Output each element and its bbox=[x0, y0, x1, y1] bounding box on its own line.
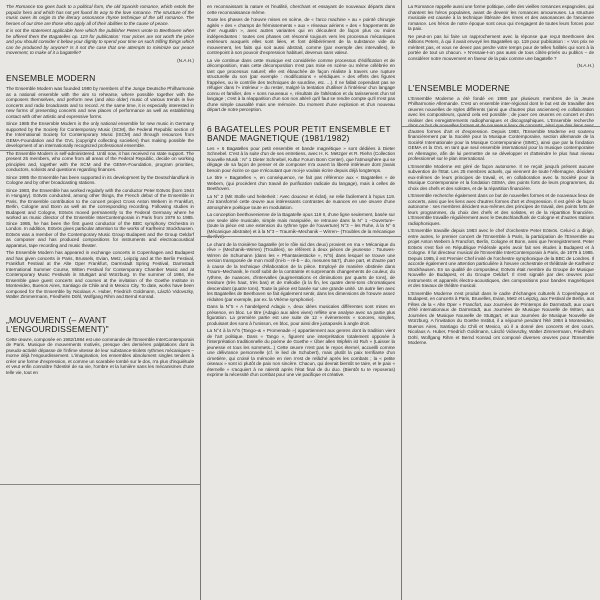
bagatelles-paragraph: La N°4 à la N°6 (Tango–& « Promenade ») appartiennent aux genres dont la tradition vient de l'art politique. Dans « Tango », figurent une interprétation totalement opposée à l'interprétation traditionnelle du poème de Goethe « Über allen Wipfeln ist Ruh » (Laisser la jeunesse et tous les sommets...) Cette œuvre n'est pas le repos éternel, accueilli comme une délivrance personnelle (cf. le lied de Schubert), mais plutôt la paix terrifiante d'un cimetière, qui croisé la mémoire en rien n'est de relâché après les combats ; la « petite oiseaux » sont ici plutôt de paix non sincère. Chacun, qui devrait bientôt se taire, et le paix « éternelle » s'acquiert à ne ralentit après l'état final de du duo. (Bientôt tu te reposeras) exprime la nécessité d'un combat pour une vie pacifique et créative. bbox=[207, 328, 395, 377]
section-divider bbox=[0, 150, 200, 151]
section-divider bbox=[201, 236, 401, 237]
section-heading-ensemble: ENSEMBLE MODERN bbox=[6, 73, 96, 83]
ensemble-paragraph: Since 1983, the Ensemble has worked regularly with the conductor Peter Eötvös (born 1944 in Hungary). Eötvös conducted, among other things, the French debut of the Ensemble in Paris, the Ensemble contribution to the concert project Cross Anton Webern in Frankfurt, Berlin, Cologne and Bonn as well as the corresponding recording. Following studies in Budapest and Cologne, Eötvös moved permanently to the Federal Germany where he worked as music director of the Ensemble InterContemporain in Paris from 1979 to 1985. Since 1985, he has been the first guest conductor of the BBC symphony Orchestra in London. In addition, Eötvös gives particular attention to the works of Karlheinz Stockhausen. Eötvös was a member of the Contemporary Music Group Budapest and the Group Oeldorf as composer and has produced compositions for instruments and electroacoustical apparatus, tape recording and music theater. bbox=[6, 187, 194, 248]
english-column bbox=[0, 0, 200, 600]
ensemble-paragraph: Since 1985 the Ensemble has been supported in its development by the Deutschlandfunk in Cologne and by other broadcasting stations. bbox=[6, 174, 194, 185]
bagatelle-paragraph: Ne peut-on pas lui faire un rapprochement avec la réponse que reçut Beethoven des éditions Peters, à qui il avait envoyé les Bagatelles op. 119 pour publication : « Vos prix ne méritent pas, et vous ne devez pas perdre votre temps pour de telles futilités qui sont à la portée de tout un chacun. » N'essaie-t-on pas aussi de tous côtés-privés ou publics – de considérer notre mouvement en faveur de la paix comme une bagatelle ? bbox=[408, 33, 594, 61]
bagatelles-paragraph: La conception beethovenienne de la Bagatelle opus 119 II, d'une ligne seulement, basée sur une seule idée musicale, simple mais manipulée, se retrouve dans la N° 1 –Ouverture– (toute la pièce est une extension du rythme type de l'ouverture) N°3 – les Ruhe, à la N° 6 (Mécanique abstraite) et à la N°3 – Traumik–Mechanik – Wirren– (Troubles de la mécanique bbox=[207, 212, 395, 234]
section-heading-bagatelles: 6 BAGATELLES POUR PETIT ENSEMBLE ET BANDE MAGNETIQUE (1981/1982) bbox=[207, 123, 391, 143]
bagatelles-paragraph: La N° 2 (Mit Stolle und heiterkeit : Avec douceur et éclat), se relie facilement à l'opus 119. J'ai transformé cette œuvre aux intéressants contrastes de nuances en une œuvre d'une atmosphère poétique toute en modulation. bbox=[207, 193, 395, 210]
ensemble-paragraph: L'Ensemble travaille depuis 1983 avec le chef d'orchestre Peter Eötvös. Celui-ci a dirigé, entre autres, le premier concert de l'Ensemble à Paris, la participation de l'Ensemble au projet Anton Webern à Francfort, Berlin, Cologne et Bonn, ainsi que l'enregistrement. Peter Eötvös s'est fixé en République Fédérale après avoir fait ses études à Budapest et à Cologne. Il fut directeur musical de l'Ensemble InterContemporain à Paris, de 1979 à 1985. Depuis 1985, il est Premier Chef invité de l'orchestre symphonique de la BBC de Londres. Il accorde également une attention particulière à l'œuvre orchestrale et théâtrale de Karlheinz Stockhausen. En sa qualité de compositeur, Eötvös était membre du Groupe de Musique Nouvelle de Budapest, et du Groupe Oeldorf. Il s'est signalé par des œuvres pour instruments et appareils électro-acoustiques, des compositions pour bandes magnétiques et des travaux de théâtre musical. bbox=[408, 228, 594, 288]
romance-paragraph: La Romance rappelle aussi une forme politique, celle des vieilles romances espagnoles, qui chantent les héros populaires, avant de devenir les romances amoureuses. La structure musicale est causée à la technique littéraire des rimes et des assonances de l'ancienne romance. Les héros de notre époque sont ceux qui s'engagent de toutes leurs forces pour la paix. bbox=[408, 4, 594, 31]
bagatelles-paragraph: Le chant de la troisième bagatelle (et le rôle nid des deux) provient en ma « Mécanique du rêve » (Mechanik–Wirren) (Troubles), se référent à deux pièces de jeunesse : Tourwes-Wirren de Schumann (dans les « Phantasiestücke », N°5) dans lesquel se trouve une version transposée de mon motif (mi-b – ré-b – do, mesures 5&7), d'une part, et d'autre part à cause de la technique d'élaboration de la pièce. Employé de manière obstinée dans Traum–Mechanik, le motif subit de la contrainte et surprenants changements de couleur, du rythme, de nuances, d'intervalles (augmentations et diminutions par quarts de tons), de tessiture (très haut, très bas) et de mélodie (à la fin, les quatre demi-tons chromatiques descendant (quatre tons). Toute la pièce est basée sur une grande unité. Un autre lien avec les Bagatelles de Beethoven se fait également sentir, dans les dimensions de l'œuvre assez réduites (par exemple, par ex. la VIIème symphonie). bbox=[207, 241, 395, 302]
ensemble-paragraph: L'Ensemble Moderne s'est produit dans le cadre d'échanges culturels à Copenhague et Budapest, en concerts à Paris, Bruxelles, Evian, Metz et Leipzig, aux Festival de Berlin, aux Fêtes de la « Alte Oper » Francfort, aux Journées de Printemps de Darmstadt, aux cours d'été internationaux de Darmstadt, aux Journées de Musique Nouvelle de Witten, aux Journées de Musique Nouvelle de Stuttgart, et aux Journées de Musique Nouvelle de Würzburg. A l'invitation du Goethe Institut, il a séjourné pendant l'été 1984 à Montevideo, Buenos Aires, Santiago du Chili et Mexico, où il a donné des concerts et des cours. Nicolaus A. Huber, Friedrich Goldmann, László Vidovszky, Walter Zimmermann, Friedhelm Döhl, Wolfgang Rihm et Bernd Konrad ont composé diverses œuvres pour l'Ensemble Moderne. bbox=[408, 290, 594, 345]
mouvement-paragraph: en reconnaissant la nature et l'inutilité, cherchant et essayant de nouveaux départs dans cette reconnaissance même. bbox=[207, 4, 395, 15]
bagatelles-paragraph: Dans la N°5 « A handelgend Adagio », deux idées musicales différentes sont mises en présence, en bloc. Le titre (Adagio aux ailes vives) reflète une analyse avec sa partie plus figuration. La première partie est une suite de 12 « évènements » sonores, simples, produisant des sons à l'unisson, en bloc, pour ainsi dire juxtaposés à angle droit. bbox=[207, 304, 395, 326]
ensemble-paragraph: The Ensemble Modern was founded 1980 by members of the Junge Deutsche Philharmonie as a national ensemble with the aim to rehearse, where possible together with the composers themselves, and perform new (and also older) music of various trends in live concerts and radio broadcasts and to record. At the same time, it is especially interested in new forms of presenting concerts and new places of performance as well as establishing contact with other artistic and expressive forms. bbox=[6, 86, 194, 119]
bagatelles-paragraph: Le titre « Bagatelles », en conséquence, ne fait pas référence aux « Bagatelles » de Webern, (qui procèdent d'un travail de purification radicale du langage), mais à celles de Beethoven. bbox=[207, 175, 395, 191]
french-column-1 bbox=[200, 0, 402, 600]
french-column-2 bbox=[402, 0, 600, 600]
section-divider bbox=[402, 126, 600, 127]
mouvement-paragraph: Cette œuvre, composée en 1982/1984 est une commande de l'Ensemble InterContemporain de Paris. Musique de mouvements motivés, presque des dernières palpitations dont la pseudo-activité dépasse de l'infime vitesse de leur substance-triolets rythmes mécaniques – morne déjà l'engourdissement. L'imagination, les ensembles absolument singles tendent à créer une forme d'expression, et comme un scarabée tombé sur le dos, n'a plus d'inquiétude et veut enfin connaître l'identité de sa vie, l'ombre et la lumière sans les mécanismes d'une telle vie, tout en bbox=[6, 336, 195, 375]
bagatelle-paragraph: It is not the statement applicable here which the publisher Peters wrote to Beethoven when he offered them the Bagatelles op. 119 for publication: Your prices are not worth the price and you should consider it below your dignity to spend your time on such trifling things which can be produced by anyone? Is it not the case that one attempts to minimize our peace movement, to make of it a bagatelle? bbox=[6, 28, 194, 55]
section-heading-ensemble-moderne: L'ENSEMBLE MODERNE bbox=[408, 82, 511, 93]
bagatelles-paragraph: Les « 6 Bagatelles pour petit ensemble et bande magnétique » sont dédiées à Dieter Schnebel. C'est à la suite d'un de ses entretiens, avec H. K. Metzger et R. Riehn (Collection Nouvelle Musik : N° 1 Dieter Schnebel, Kultur Forum Bonn Center), que l'atmosphère qui se dégage de sa façon de penser et de composer m'a ouvert la liberté intérieure dont j'avais besoin pour écrire ce que m'écoutant que moi-je voulais écrire depuis déjà longtemps. bbox=[207, 145, 395, 173]
section-heading-mouvement: „MOUVEMENT (– AVANT L'ENGOURDISSEMENT)" bbox=[6, 314, 109, 334]
author-initials: (N.A.H.) bbox=[177, 57, 194, 63]
mouvement-paragraph: La vie continue dans cette musique est considérée comme processus d'édification et de décomposition, mais cette décomposition n'est pas mise en scène ou même célébrée en tant que processus naturel; elle est ébauchée de façon réaliste à travers une rupture structurelle du son (par exemple : modifications « véridiques » des effets des figures frappées, ou le contrôle des techniques de sourdine, etc. ...). Il ne fallait cependant pas se réfugier dans l'« intérieur » du rester, malgré la tentation d'utiliser à l'intérieur d'un langage connu et familier, des « sons nouveaux », résultats de l'altération et du tarissement d'un tel langage ; c'est à la réapparition d'un son non altéré qu'il faut se rendre compte qu'il n'est pas d'une simple causalité mais une mémoire. Du moment d'une explosion et d'un nouveau départ de notre perception. bbox=[207, 57, 395, 112]
ensemble-paragraph: L'Ensemble Moderne est géré de façon autonome. Il ne reçoit jusqu'à présent aucune subvention de l'Etat. Les 25 membres actuels, qui viennent de toute l'Allemagne, décident eux-mêmes de leurs principes de travail, et, en collaboration avec la Société pour la Musique Contemporaine et la fondation GEMA, des points forts de leurs programmes, du choix des chefs et des solistes, et de la répartition financière. bbox=[408, 163, 594, 191]
ensemble-paragraph: Since 1985 the Ensemble Modern is the only national ensemble for new music in Germany supported by the Society for Contemporary Music (SCM), the Federal Republic section of the International Society for Contemporary Music (ISCM) and through resources from GEMA-Foundation and the GVL (copyright collecting societies) thus making possible the development of an internationally recognized professional ensemble. bbox=[6, 121, 194, 148]
mouvement-paragraph: Toute les phases de l'œuvre mises en scène, de « l'arco machine » au « pointé chirurgie agités » des « champs de frémissements » aux « réseaux aériens » des « frappements de cher Augustin », avec autres variantes qui en découlent de façon plus ou moins indépendantes : toutes ces phases ont résonné toujours vers les processus mécaniques extérieurs auxquels elles sont liées, et font délibérément de la substance vide du mouvement, les faits qui soit aussi abstrait, comme (par exemple des intervalles), le contrepoint à son pouvoir d'expression habituel, devenus sans valeur. bbox=[207, 17, 395, 55]
ensemble-paragraph: L'Ensemble Moderne a été fondé en 1980 par plusieurs membres de la Jeune Philharmonie Allemande. C'est un ensemble inter-régional dont le but est de travailler des œuvres nouvelles de styles différents (ainsi que d'autres plus anciennes) en collaboration avec les compositeurs, quand cela est possible ; de jouer ces œuvres en concert et d'en réaliser des enregistrements radiophoniques et discographiques. L'Ensemble recherche d'autres formes d'art et d'expression. Depuis 1983, l'Ensemble Moderne est soutenu financièrement par la Société pour la Musique Contemporaine, section allemande de la Société Internationale pour la Musique Contemporaine (SIMC), ainsi que par la fondation GEMA et la GVL en tant que seul ensemble international pour la musique contemporaine en Allemagne, afin de lui permettre de se développer et d'atteindre le plus haut niveau professionnel sur le plan international. bbox=[408, 95, 594, 161]
author-initials: (N.A.H.) bbox=[577, 63, 594, 68]
ensemble-paragraph: The Ensemble Modern has appeared in exchange concerts in Copenhagen and Budapest and has given concerts in Paris, Brussels, Evian, Metz, Leipzig and at the Berlin Festival, Frankfurt Festival at the Alte Oper Frankfurt, Darmstadt Spring Festival, Darmstadt International Summer Course, Witten Festival for Contemporary Chamber Music and at Contemporary Music Festivals in Stuttgart and Würzburg. In the summer of 1984, the Ensemble gave guest concerts and courses at the invitation of the Goethe Institute in Montevideo, Buenos Aires, Santiago de Chile and in Mexico City. To date, works have been composed for the Ensemble by Nicolaus A. Huber, Friedrich Goldmann, László Vidovszky, Walter Zimmermann, Friedhelm Döhl, Wolfgang Rihm and Bernd Konrad. bbox=[6, 250, 194, 299]
ensemble-paragraph: The Ensemble Modern is self-administered. Until now, it has received no state support. The present 25 members, who come from all areas of the Federal Republic, decide on working principles and, together with the SCM and the GEMA-Foundation, program priorities, conductors, soloists and questions regarding finances. bbox=[6, 150, 194, 172]
section-divider bbox=[0, 484, 200, 485]
romance-paragraph: The Romance too goes back to a political form, the old Spanish romance, which extols the popular hero and which has not yet found its way to the love romance. The structure of the music owes its origin to the literary assonance rhyme technique of the old romance. The heroes of our time are those who apply all of their abilities to the cause of peace. bbox=[6, 4, 194, 26]
ensemble-paragraph: L'Ensemble recherche également dans ce but de nouvelles formes et de nouveaux lieux de concerts, ainsi que les liens avec d'autres formes d'art et d'expression. Il est géré de façon autonome : ses membres décident eux-mêmes des principes de travail, des points forts de leurs programmes, du choix des chefs et des solistes, et de la répartition financière. L'Ensemble travaille régulièrement avec le Deutschlandfunk de Cologne et d'autres stations radiophoniques. bbox=[408, 193, 594, 226]
